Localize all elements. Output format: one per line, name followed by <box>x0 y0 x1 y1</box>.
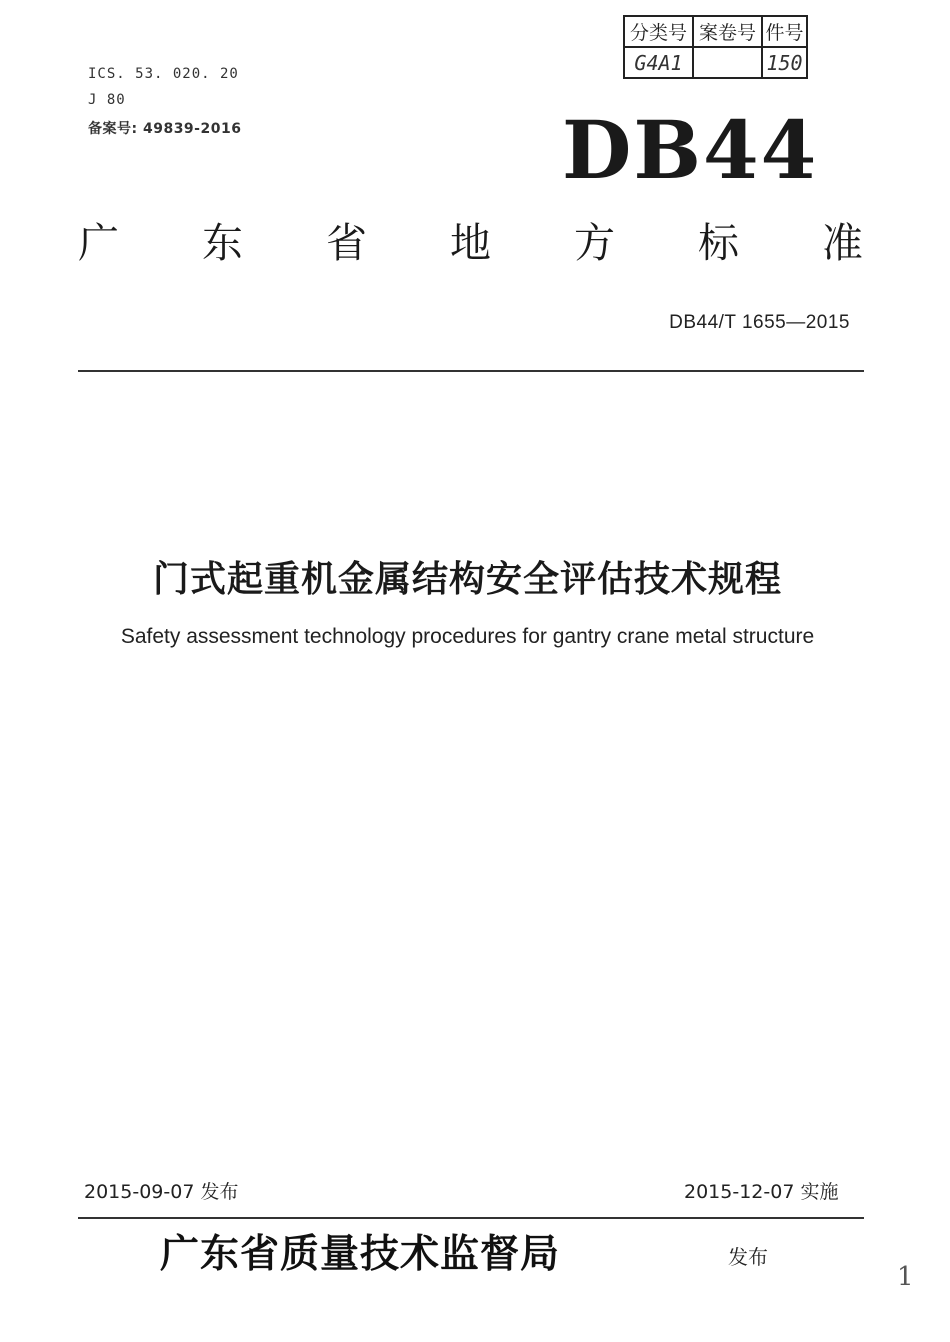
bottom-divider <box>78 1217 864 1219</box>
top-divider <box>78 370 864 372</box>
archive-stamp-table <box>623 15 808 79</box>
stamp-header-category: 分类号 <box>624 16 693 47</box>
ics-code: ICS. 53. 020. 20 <box>88 66 239 82</box>
title-chinese: 门式起重机金属结构安全评估技术规程 <box>152 559 782 600</box>
heading-char: 方 <box>574 219 615 267</box>
stamp-value-category: G4A1 <box>624 47 693 78</box>
heading-char: 省 <box>326 219 367 267</box>
stamp-value-item: 150 <box>762 47 807 78</box>
stamp-header-file: 案卷号 <box>693 16 762 47</box>
issuing-authority: 广东省质量技术监督局 <box>160 1231 561 1277</box>
implementation-date: 2015-12-07 实施 <box>684 1181 839 1203</box>
release-date: 2015-09-07 发布 <box>84 1181 239 1203</box>
record-number: 备案号: 49839-2016 <box>88 121 242 137</box>
standard-number: DB44/T 1655—2015 <box>669 312 850 333</box>
page-number: 1 <box>897 1262 914 1292</box>
title-english: Safety assessment technology procedures for gantry crane metal structure <box>120 625 815 648</box>
heading-char: 准 <box>822 219 863 267</box>
db44-logo: DB44 <box>562 103 819 197</box>
heading-char: 东 <box>202 219 243 267</box>
issue-label: 发布 <box>728 1245 768 1269</box>
heading-char: 标 <box>698 219 739 267</box>
stamp-value-file <box>693 47 762 78</box>
heading-char: 地 <box>450 219 491 267</box>
province-standard-heading <box>78 218 863 268</box>
stamp-header-item: 件号 <box>762 16 807 47</box>
heading-char: 广 <box>78 219 119 267</box>
ccs-code: J 80 <box>88 92 126 108</box>
